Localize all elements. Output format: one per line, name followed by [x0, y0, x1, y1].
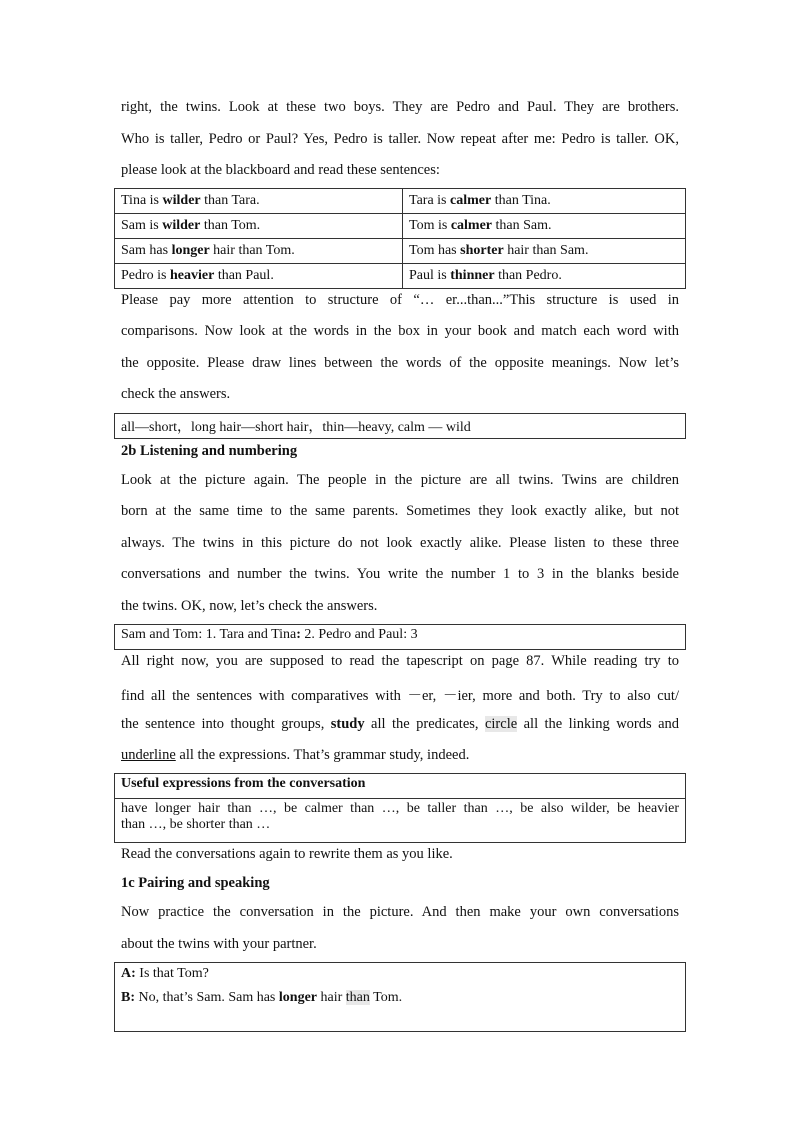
- table-cell: Sam is wilder than Tom.: [115, 214, 403, 239]
- expressions-line-1: have longer hair than …, be calmer than …, be taller than …, be also wilder, be heavier: [121, 801, 679, 816]
- expressions-line-2: than …, be shorter than …: [121, 817, 271, 832]
- listening-line-4: conversations and number the twins. You write the number 1 to 3 in the blanks beside: [121, 566, 679, 582]
- listening-line-2: born at the same time to the same parents. Sometimes they look exactly alike, but not: [121, 503, 679, 519]
- dialogue-line-a: A: Is that Tom?: [121, 966, 209, 981]
- expressions-box: [114, 773, 686, 843]
- blackboard-table: [114, 188, 686, 289]
- opposites-answer: all—short，long hair—short hair，thin—heavy, calm — wild: [121, 420, 471, 435]
- listening-line-1: Look at the picture again. The people in the picture are all twins. Twins are children: [121, 472, 679, 488]
- twins-answer: Sam and Tom: 1. Tara and Tina: 2. Pedro and Paul: 3: [121, 627, 418, 642]
- table-cell: Tara is calmer than Tina.: [403, 189, 686, 214]
- table-cell: Tom is calmer than Sam.: [403, 214, 686, 239]
- attention-line-2: comparisons. Now look at the words in the box in your book and match each word with: [121, 323, 679, 339]
- pairing-line-1: Now practice the conversation in the picture. And then make your own conversations: [121, 904, 679, 920]
- attention-line-4: check the answers.: [121, 386, 231, 402]
- rewrite-line: Read the conversations again to rewrite them as you like.: [121, 846, 453, 862]
- table-cell: Tina is wilder than Tara.: [115, 189, 403, 214]
- dialogue-line-b: B: No, that’s Sam. Sam has longer hair than Tom.: [121, 990, 403, 1005]
- twins-answer-box: [114, 624, 686, 650]
- table-row: [115, 189, 686, 214]
- dialogue-box: [114, 962, 686, 1032]
- attention-line-3: the opposite. Please draw lines between the words of the opposite meanings. Now let’s: [121, 355, 679, 371]
- opposites-answer-box: [114, 413, 686, 439]
- pairing-line-2: about the twins with your partner.: [121, 936, 317, 952]
- table-row: [115, 214, 686, 239]
- intro-line-2: Who is taller, Pedro or Paul? Yes, Pedro is taller. Now repeat after me: Pedro is taller. OK,: [121, 131, 679, 147]
- section-1c-title: 1c Pairing and speaking: [121, 875, 270, 891]
- table-cell: Sam has longer hair than Tom.: [115, 239, 403, 264]
- tapescript-line-3: the sentence into thought groups, study all the predicates, circle all the linking words and: [121, 716, 680, 732]
- table-cell: Paul is thinner than Pedro.: [403, 264, 686, 289]
- table-cell: Tom has shorter hair than Sam.: [403, 239, 686, 264]
- listening-line-5: the twins. OK, now, let’s check the answers.: [121, 598, 378, 614]
- intro-line-3: please look at the blackboard and read these sentences:: [121, 162, 440, 178]
- table-row: [115, 239, 686, 264]
- table-row: [115, 264, 686, 289]
- tapescript-line-4: underline all the expressions. That’s grammar study, indeed.: [121, 747, 470, 763]
- section-2b-title: 2b Listening and numbering: [121, 443, 298, 459]
- table-cell: Pedro is heavier than Paul.: [115, 264, 403, 289]
- expressions-header: Useful expressions from the conversation: [115, 774, 685, 799]
- tapescript-line-1: All right now, you are supposed to read the tapescript on page 87. While reading try to: [121, 653, 679, 669]
- attention-line-1: Please pay more attention to structure of “… er...than...”This structure is used in: [121, 292, 679, 308]
- intro-line-1: right, the twins. Look at these two boys. They are Pedro and Paul. They are brothers.: [121, 99, 679, 115]
- tapescript-line-2: find all the sentences with comparatives with －er, －ier, more and both. Try to also cut/: [121, 688, 679, 704]
- listening-line-3: always. The twins in this picture do not look exactly alike. Please listen to these three: [121, 535, 679, 551]
